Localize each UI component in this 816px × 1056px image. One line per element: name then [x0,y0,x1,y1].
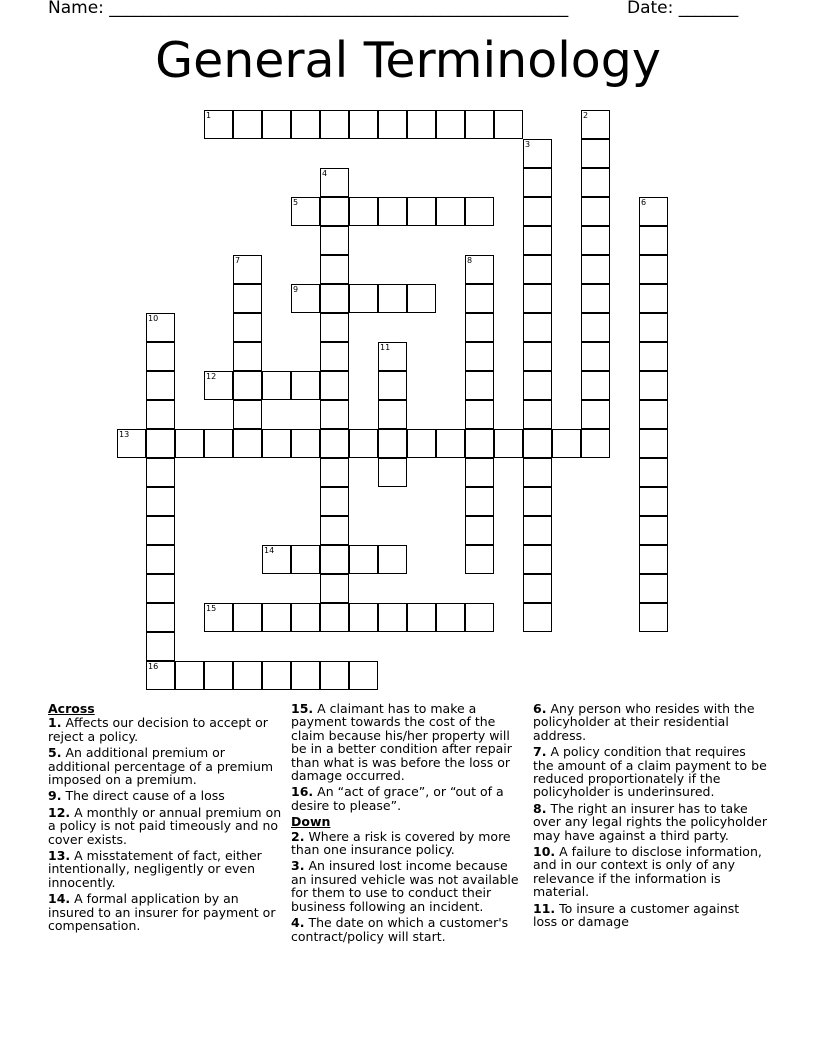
clue-across-9: 9. The direct cause of a loss [48,788,225,804]
down-heading: Down [291,814,331,830]
grid-cell[interactable] [320,545,349,574]
grid-cell[interactable] [523,400,552,429]
grid-cell[interactable] [523,284,552,313]
grid-cell[interactable] [552,429,581,458]
grid-cell[interactable] [204,661,233,690]
grid-cell[interactable] [639,516,668,545]
clue-down-3: 3. An insured lost income because an insured vehicle was not available for them to use to conduct their business following an incident. [291,858,519,914]
grid-cell[interactable] [639,400,668,429]
grid-cell[interactable] [639,284,668,313]
grid-cell[interactable] [146,400,175,429]
grid-cell[interactable] [320,458,349,487]
grid-cell[interactable] [465,197,494,226]
grid-cell[interactable] [320,284,349,313]
grid-cell[interactable] [233,429,262,458]
grid-cell[interactable] [233,400,262,429]
clue-number-4: 4 [322,169,328,178]
grid-cell[interactable] [291,110,320,139]
grid-cell[interactable] [581,255,610,284]
grid-cell[interactable] [465,313,494,342]
clue-down-11: 11. To insure a customer against loss or damage [533,900,740,930]
clue-number-13: 13 [119,430,130,439]
grid-cell[interactable] [523,574,552,603]
grid-cell[interactable] [523,545,552,574]
grid-cell[interactable] [291,545,320,574]
grid-cell[interactable] [465,342,494,371]
clue-number-3: 3 [525,140,531,149]
grid-cell[interactable] [378,197,407,226]
grid-cell[interactable] [146,516,175,545]
grid-cell[interactable] [233,284,262,313]
grid-cell[interactable] [320,661,349,690]
grid-cell[interactable] [465,110,494,139]
grid-cell[interactable] [320,371,349,400]
clue-number-11: 11 [380,343,391,352]
grid-cell[interactable] [581,342,610,371]
clue-across-5: 5. An additional premium or additional percentage of a premium imposed on a premium. [48,745,274,788]
grid-cell[interactable] [465,516,494,545]
grid-cell[interactable] [523,197,552,226]
grid-cell[interactable] [639,429,668,458]
grid-cell[interactable] [581,400,610,429]
clue-across-1: 1. Affects our decision to accept or reject a policy. [48,715,268,744]
grid-cell[interactable] [262,110,291,139]
clue-number-14: 14 [264,546,275,555]
grid-cell[interactable] [407,284,436,313]
grid-cell[interactable] [436,603,465,632]
grid-cell[interactable] [465,429,494,458]
grid-cell[interactable] [320,197,349,226]
grid-cell[interactable] [378,545,407,574]
grid-cell[interactable] [262,661,291,690]
grid-cell[interactable] [204,429,233,458]
grid-cell[interactable] [262,371,291,400]
grid-cell[interactable] [639,255,668,284]
grid-cell[interactable] [378,603,407,632]
grid-cell[interactable] [146,371,175,400]
grid-cell[interactable] [291,371,320,400]
grid-cell[interactable] [378,458,407,487]
grid-cell[interactable] [146,429,175,458]
grid-cell[interactable] [175,429,204,458]
grid-cell[interactable] [291,603,320,632]
grid-cell[interactable] [349,545,378,574]
clue-down-2: 2. Where a risk is covered by more than one insurance policy. [291,828,511,858]
grid-cell[interactable] [581,284,610,313]
grid-cell[interactable] [407,110,436,139]
grid-cell[interactable] [523,168,552,197]
grid-cell[interactable] [320,255,349,284]
clue-down-7: 7. A policy condition that requires the amount of a claim payment to be reduced proportionately if the policyholder is underinsured. [533,744,767,800]
grid-cell[interactable] [233,661,262,690]
grid-cell[interactable] [320,429,349,458]
grid-cell[interactable] [320,603,349,632]
grid-cell[interactable] [639,574,668,603]
grid-cell[interactable] [291,661,320,690]
grid-cell[interactable] [349,429,378,458]
clue-column-1 [48,701,282,936]
grid-cell[interactable] [262,603,291,632]
grid-cell[interactable] [639,458,668,487]
clue-number-1: 1 [206,111,212,120]
grid-cell[interactable] [639,545,668,574]
grid-cell[interactable] [436,197,465,226]
clue-number-8: 8 [467,256,473,265]
grid-cell[interactable] [639,603,668,632]
name-field[interactable]: Name: ______________________________________________________ [48,0,569,18]
date-field[interactable]: Date: _______ [627,0,739,18]
grid-cell[interactable] [465,458,494,487]
grid-cell[interactable] [146,545,175,574]
grid-cell[interactable] [146,632,175,661]
page-title: General Terminology [155,32,661,89]
clue-number-2: 2 [583,111,589,120]
clue-across-12: 12. A monthly or annual premium on a policy is not paid timeously and no cover exists. [48,804,282,847]
grid-cell[interactable] [349,284,378,313]
grid-cell[interactable] [146,458,175,487]
grid-cell[interactable] [349,603,378,632]
clue-column-3 [533,701,767,932]
grid-cell[interactable] [523,371,552,400]
grid-cell[interactable] [349,110,378,139]
clue-number-7: 7 [235,256,241,265]
grid-cell[interactable] [146,487,175,516]
grid-cell[interactable] [233,313,262,342]
grid-cell[interactable] [494,110,523,139]
grid-cell[interactable] [465,487,494,516]
grid-cell[interactable] [581,139,610,168]
grid-cell[interactable] [436,429,465,458]
grid-cell[interactable] [523,255,552,284]
grid-cell[interactable] [523,342,552,371]
grid-cell[interactable] [465,371,494,400]
clue-number-5: 5 [293,198,299,207]
grid-cell[interactable] [465,284,494,313]
clue-number-12: 12 [206,372,217,381]
grid-cell[interactable] [581,429,610,458]
grid-cell[interactable] [639,487,668,516]
grid-cell[interactable] [233,110,262,139]
grid-cell[interactable] [523,603,552,632]
grid-cell[interactable] [233,603,262,632]
grid-cell[interactable] [378,429,407,458]
grid-cell[interactable] [146,603,175,632]
grid-cell[interactable] [465,400,494,429]
grid-cell[interactable] [349,197,378,226]
grid-cell[interactable] [378,284,407,313]
grid-cell[interactable] [320,487,349,516]
clue-number-6: 6 [641,198,647,207]
grid-cell[interactable] [320,226,349,255]
grid-cell[interactable] [378,110,407,139]
clue-down-10: 10. A failure to disclose information, and in our context is only of any relevance if the information is material. [533,844,762,900]
grid-cell[interactable] [146,574,175,603]
grid-cell[interactable] [378,371,407,400]
grid-cell[interactable] [378,400,407,429]
grid-cell[interactable] [523,313,552,342]
clue-down-4: 4. The date on which a customer's contract/policy will start. [291,915,509,944]
grid-cell[interactable] [581,168,610,197]
grid-cell[interactable] [320,400,349,429]
grid-cell[interactable] [494,429,523,458]
grid-cell[interactable] [320,342,349,371]
clue-across-16: 16. An “act of grace”, or “out of a desire to please”. [291,784,504,813]
grid-cell[interactable] [436,110,465,139]
clue-down-8: 8. The right an insurer has to take over any legal rights the policyholder may have against a third party. [533,800,767,843]
grid-cell[interactable] [407,197,436,226]
grid-cell[interactable] [639,342,668,371]
clue-down-6: 6. Any person who resides with the policyholder at their residential address. [533,701,755,743]
grid-cell[interactable] [407,429,436,458]
clue-across-15: 15. A claimant has to make a payment towards the cost of the claim because his/her property will be in a better condition after repair than what is was before the loss or damage occurred. [291,701,512,784]
grid-cell[interactable] [581,313,610,342]
grid-cell[interactable] [523,429,552,458]
grid-cell[interactable] [639,226,668,255]
grid-cell[interactable] [465,545,494,574]
grid-cell[interactable] [349,661,378,690]
across-heading: Across [48,701,95,716]
grid-cell[interactable] [146,342,175,371]
grid-cell[interactable] [262,429,291,458]
grid-cell[interactable] [465,603,494,632]
grid-cell[interactable] [320,574,349,603]
grid-cell[interactable] [233,371,262,400]
grid-cell[interactable] [581,226,610,255]
grid-cell[interactable] [523,516,552,545]
grid-cell[interactable] [320,110,349,139]
grid-cell[interactable] [175,661,204,690]
grid-cell[interactable] [639,371,668,400]
clue-across-13: 13. A misstatement of fact, either intentionally, negligently or even innocently. [48,848,262,890]
grid-cell[interactable] [523,458,552,487]
grid-cell[interactable] [581,197,610,226]
clue-number-10: 10 [148,314,159,323]
grid-cell[interactable] [233,342,262,371]
clue-number-15: 15 [206,604,217,613]
grid-cell[interactable] [407,603,436,632]
clue-column-2 [291,701,525,946]
grid-cell[interactable] [291,429,320,458]
grid-cell[interactable] [320,313,349,342]
clue-number-9: 9 [293,285,299,294]
clue-number-16: 16 [148,662,159,671]
clue-across-14: 14. A formal application by an insured to an insurer for payment or compensation. [48,891,276,934]
grid-cell[interactable] [320,516,349,545]
grid-cell[interactable] [639,313,668,342]
grid-cell[interactable] [523,226,552,255]
grid-cell[interactable] [523,487,552,516]
grid-cell[interactable] [581,371,610,400]
